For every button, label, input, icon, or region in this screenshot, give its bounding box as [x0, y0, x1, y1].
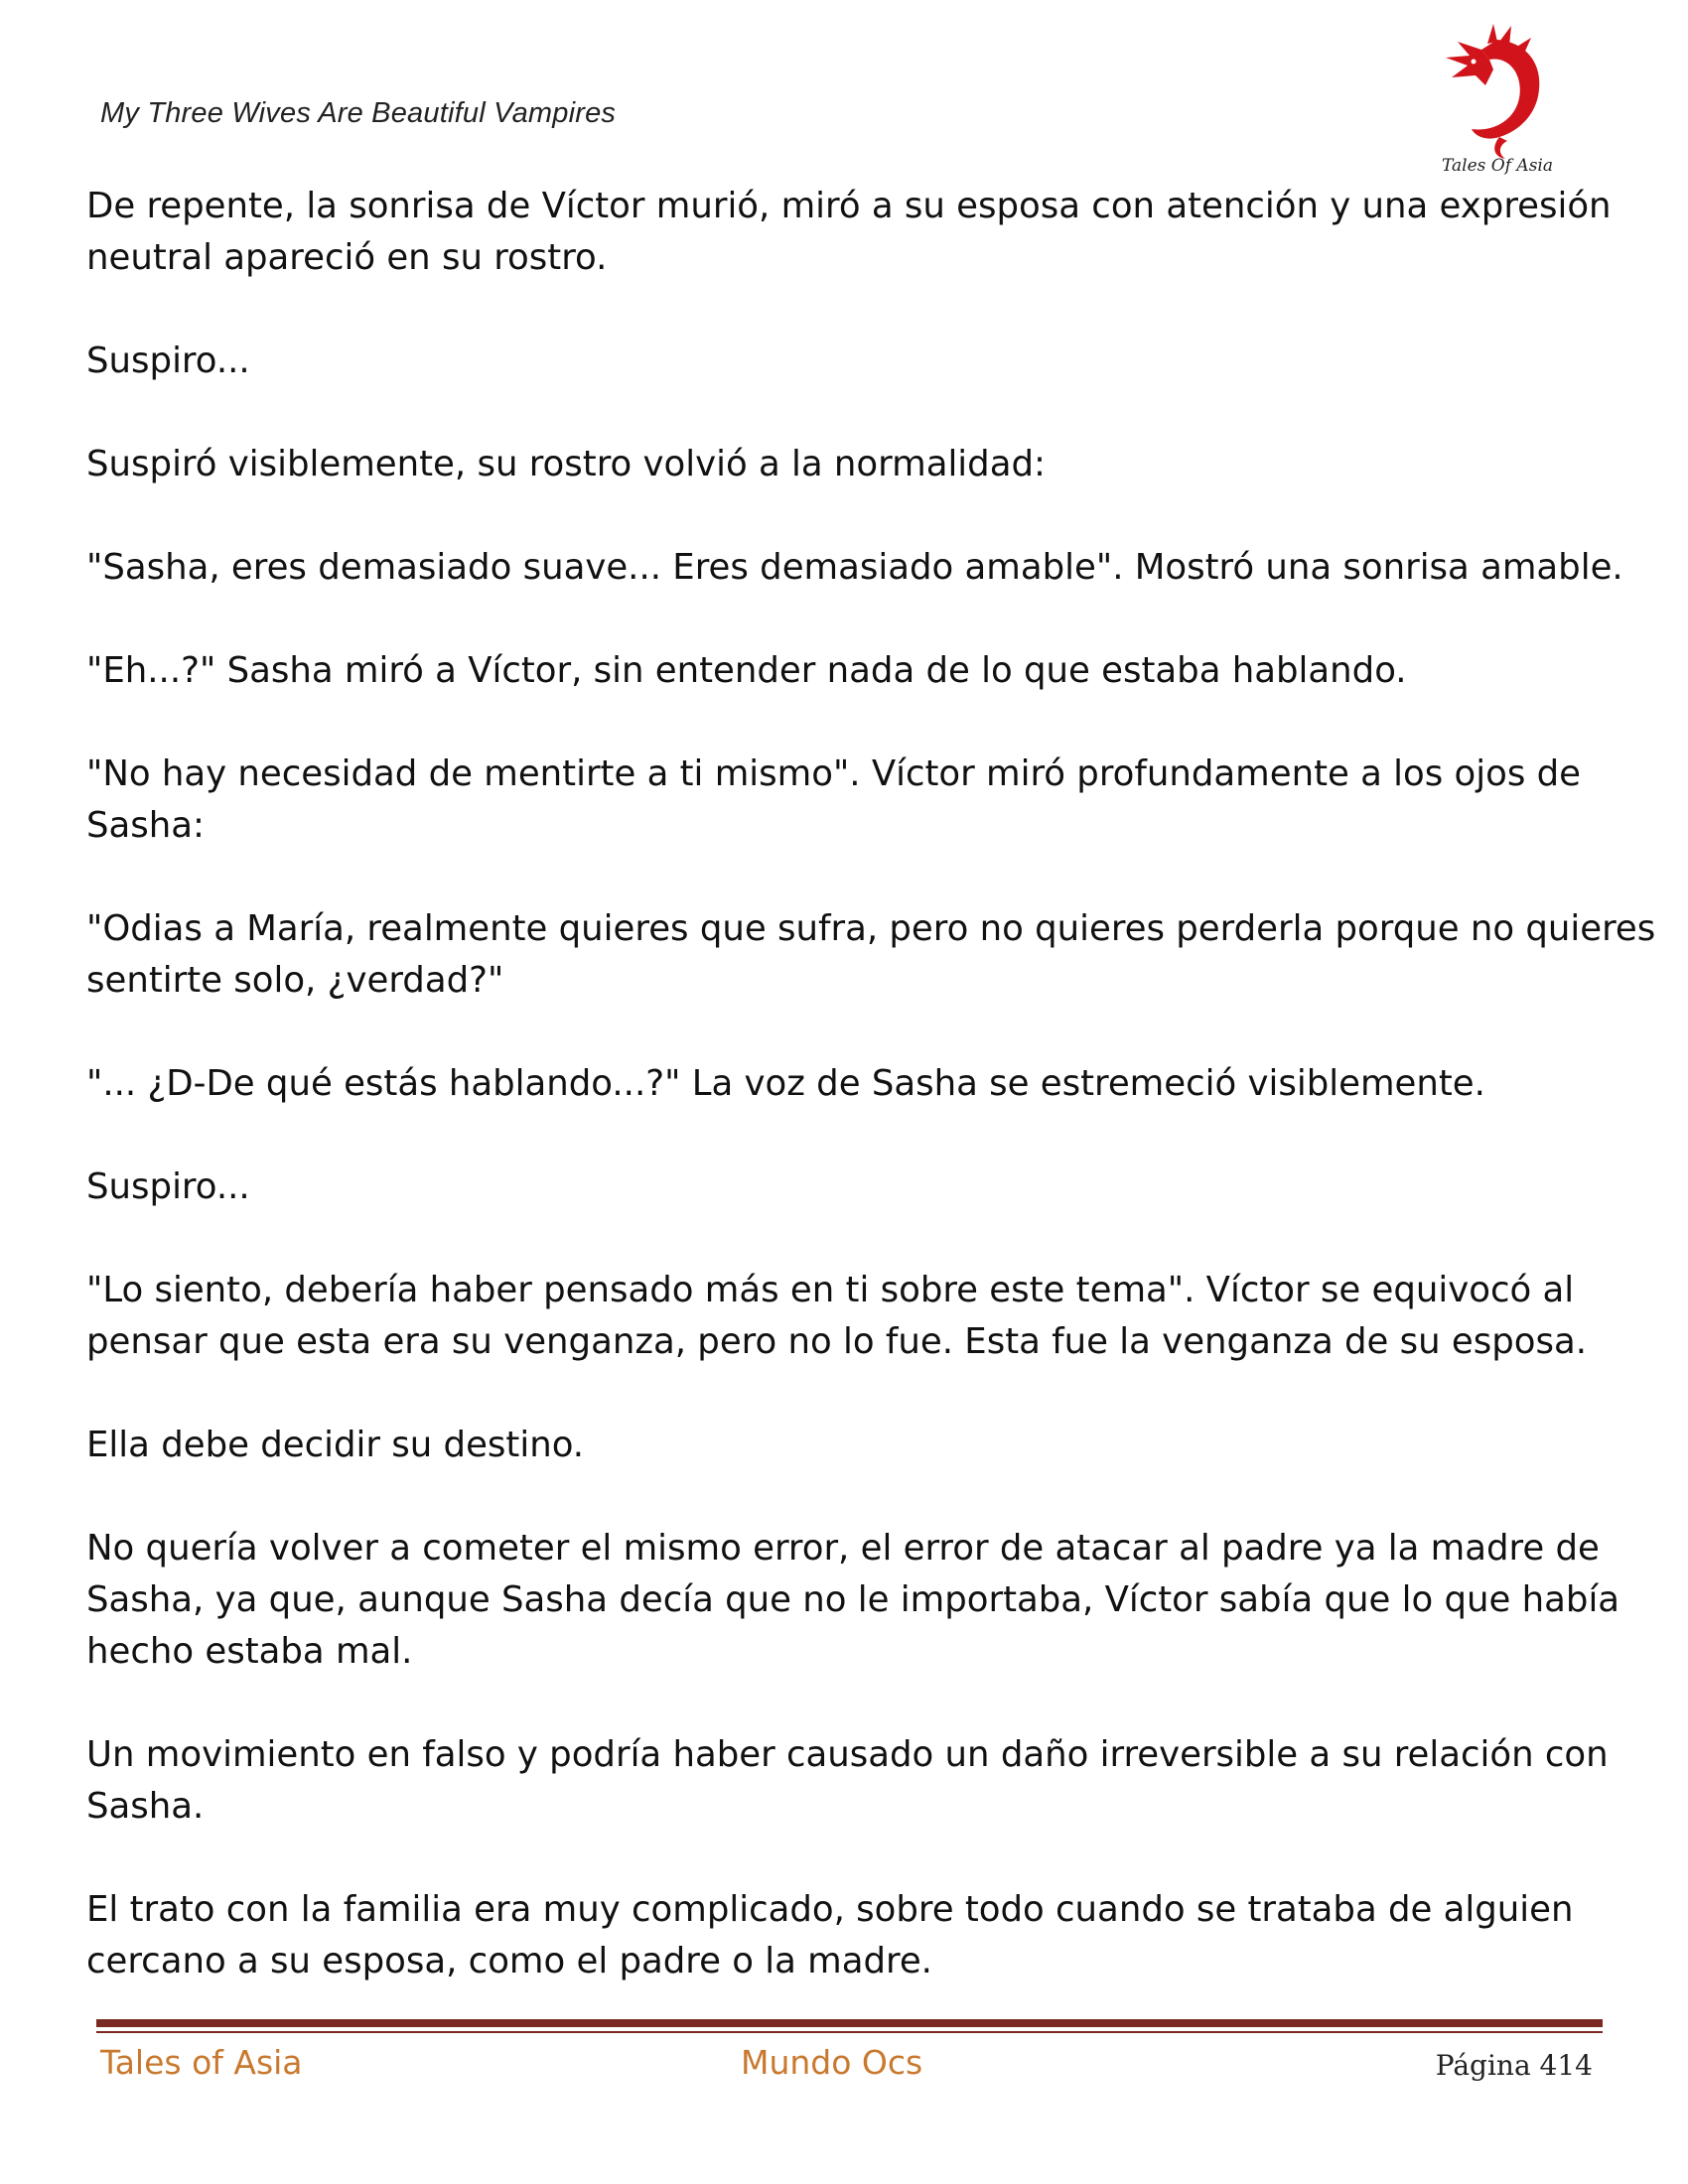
text-line: "Lo siento, debería haber pensado más en ti sobre este tema". Víctor se equivocó al — [86, 1270, 1575, 1310]
paragraph — [86, 645, 1616, 697]
paragraph — [86, 336, 1616, 387]
text-line: hecho estaba mal. — [86, 1631, 413, 1672]
text-line: Sasha. — [86, 1786, 205, 1827]
text-line: No quería volver a cometer el mismo error, el error de atacar al padre ya la madre de — [86, 1528, 1600, 1569]
logo-text: Tales Of Asia — [1442, 156, 1553, 176]
paragraph — [86, 1058, 1616, 1110]
running-header-title: My Three Wives Are Beautiful Vampires — [100, 97, 617, 129]
text-line: pensar que esta era su venganza, pero no lo fue. Esta fue la venganza de su esposa. — [86, 1321, 1588, 1362]
text-line: "Odias a María, realmente quieres que sufra, pero no quieres perderla porque no quieres — [86, 908, 1656, 949]
text-line: "Sasha, eres demasiado suave... Eres demasiado amable". Mostró una sonrisa amable. — [86, 547, 1623, 588]
text-line: Sasha, ya que, aunque Sasha decía que no le importaba, Víctor sabía que lo que había — [86, 1579, 1620, 1620]
paragraph — [86, 1265, 1616, 1368]
text-line: "No hay necesidad de mentirte a ti mismo". Víctor miró profundamente a los ojos de — [86, 753, 1581, 794]
text-line: "Eh...?" Sasha miró a Víctor, sin entender nada de lo que estaba hablando. — [86, 650, 1407, 691]
footer-publisher: Tales of Asia — [100, 2043, 303, 2082]
body-text — [86, 181, 1656, 1987]
paragraph — [86, 1161, 1616, 1213]
paragraph — [86, 749, 1616, 852]
text-line: Un movimiento en falso y podría haber causado un daño irreversible a su relación con — [86, 1734, 1609, 1775]
text-line: Ella debe decidir su destino. — [86, 1425, 585, 1465]
text-line: Suspiro... — [86, 1166, 250, 1207]
paragraph — [86, 1884, 1616, 1987]
paragraph — [86, 181, 1616, 284]
text-line: "... ¿D-De qué estás hablando...?" La voz de Sasha se estremeció visiblemente. — [86, 1063, 1485, 1104]
text-line: sentirte solo, ¿verdad?" — [86, 960, 504, 1001]
paragraph — [86, 439, 1616, 490]
paragraph — [86, 542, 1623, 594]
page-number: Página 414 — [1435, 2049, 1593, 2082]
paragraph — [86, 1729, 1616, 1833]
paragraph — [86, 1420, 1616, 1471]
text-line: cercano a su esposa, como el padre o la madre. — [86, 1941, 932, 1981]
paragraph — [86, 1523, 1620, 1678]
footer-rule-thin — [96, 2031, 1603, 2033]
text-line: neutral apareció en su rostro. — [86, 237, 608, 278]
paragraph — [86, 903, 1656, 1007]
footer-site: Mundo Ocs — [741, 2043, 923, 2082]
footer-rule-thick — [96, 2019, 1603, 2027]
text-line: De repente, la sonrisa de Víctor murió, miró a su esposa con atención y una expresión — [86, 186, 1612, 226]
red-dragon-icon — [1428, 20, 1567, 179]
text-line: Sasha: — [86, 805, 205, 846]
text-line: Suspiro... — [86, 341, 250, 381]
text-line: El trato con la familia era muy complicado, sobre todo cuando se trataba de alguien — [86, 1889, 1574, 1930]
text-line: Suspiró visiblemente, su rostro volvió a la normalidad: — [86, 444, 1046, 484]
